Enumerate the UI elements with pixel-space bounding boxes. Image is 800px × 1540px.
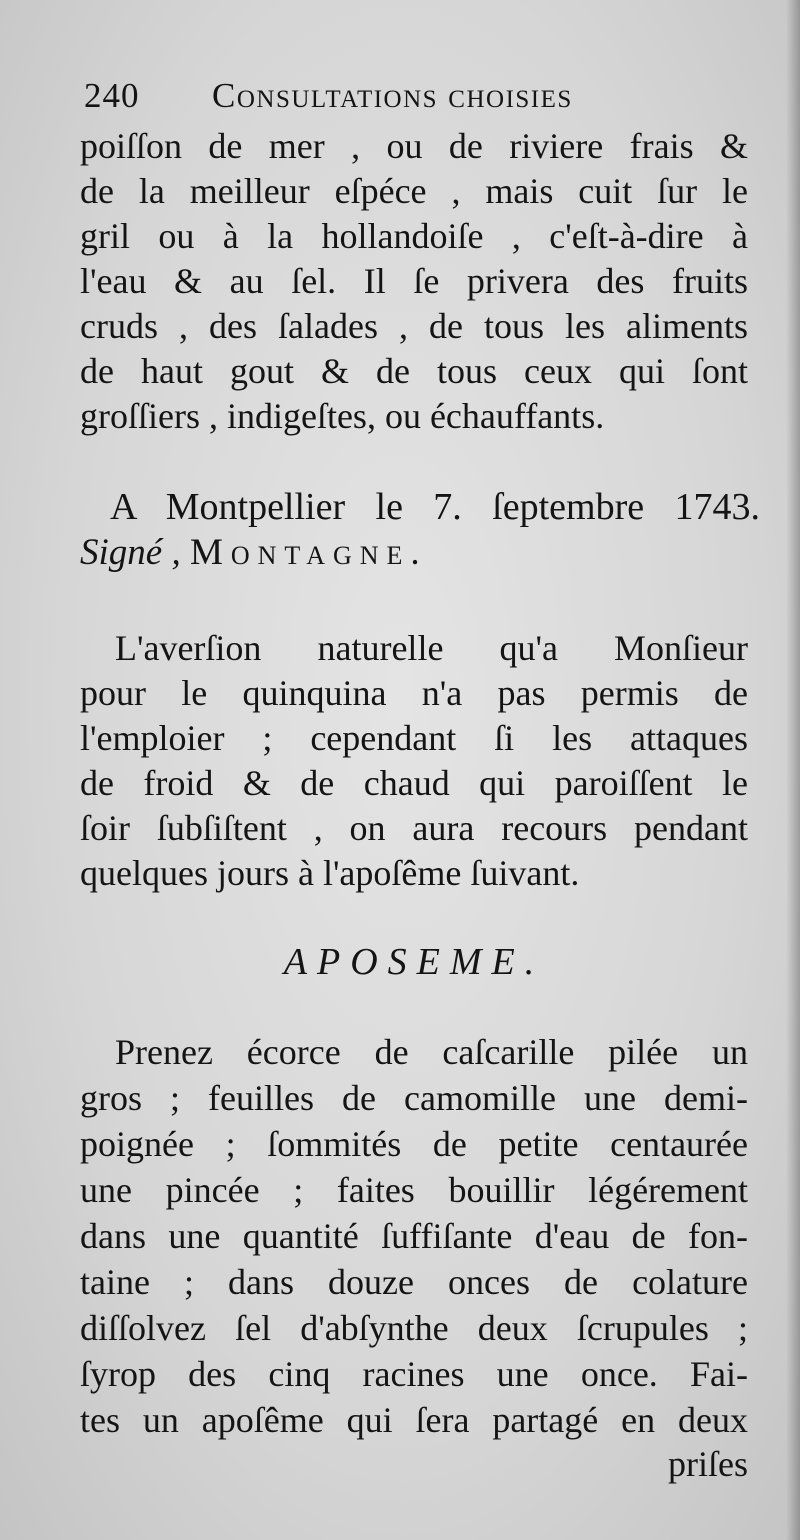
text-line: tes un apoſême qui ſera partagé en deux <box>80 1400 748 1440</box>
text-line: de la meilleur eſpéce , mais cuit ſur le <box>80 171 748 211</box>
recipe-heading: APOSEME. <box>283 941 545 983</box>
text-line: gril ou à la hollandoiſe , c'eſt-à-dire à <box>80 216 748 256</box>
text-line: une pincée ; faites bouillir légérement <box>80 1170 748 1210</box>
text-line: l'emploier ; cependant ſi les attaques <box>80 718 748 758</box>
text-line: gros ; feuilles de camomille une demi- <box>80 1078 748 1118</box>
text-line: poignée ; ſommités de petite centaurée <box>80 1124 748 1164</box>
text-line: poiſſon de mer , ou de riviere frais & <box>80 126 748 166</box>
text-line: quelques jours à l'apoſême ſuivant. <box>80 853 580 893</box>
running-header <box>84 76 764 122</box>
running-title: Consultations choisies <box>212 76 573 115</box>
page-edge-shadow <box>786 0 800 1540</box>
signatory-name: Montagne. <box>189 532 428 573</box>
signature-label: Signé , <box>80 532 181 573</box>
text-line: ſoir ſubſiſtent , on aura recours pendant <box>80 808 748 848</box>
text-line: dans une quantité ſuffiſante d'eau de fon- <box>80 1216 748 1256</box>
text-line: de haut gout & de tous ceux qui ſont <box>80 351 748 391</box>
text-line: cruds , des ſalades , de tous les aliments <box>80 306 748 346</box>
text-line: Prenez écorce de caſcarille pilée un <box>115 1032 748 1072</box>
text-line: taine ; dans douze onces de colature <box>80 1262 748 1302</box>
text-line: l'eau & au ſel. Il ſe privera des fruits <box>80 261 748 301</box>
text-line: ſyrop des cinq racines une once. Fai- <box>80 1354 748 1394</box>
signature-line <box>80 531 748 575</box>
text-line: L'averſion naturelle qu'a Monſieur <box>115 628 748 668</box>
dateline: A Montpellier le 7. ſeptembre 1743. <box>110 486 760 528</box>
text-line: de froid & de chaud qui paroiſſent le <box>80 763 748 803</box>
text-line: groſſiers , indigeſtes, ou échauffants. <box>80 396 605 436</box>
catchword: priſes <box>668 1444 748 1484</box>
text-line: diſſolvez ſel d'abſynthe deux ſcrupules ; <box>80 1308 748 1348</box>
page-number: 240 <box>84 76 140 115</box>
text-line: pour le quinquina n'a pas permis de <box>80 673 748 713</box>
